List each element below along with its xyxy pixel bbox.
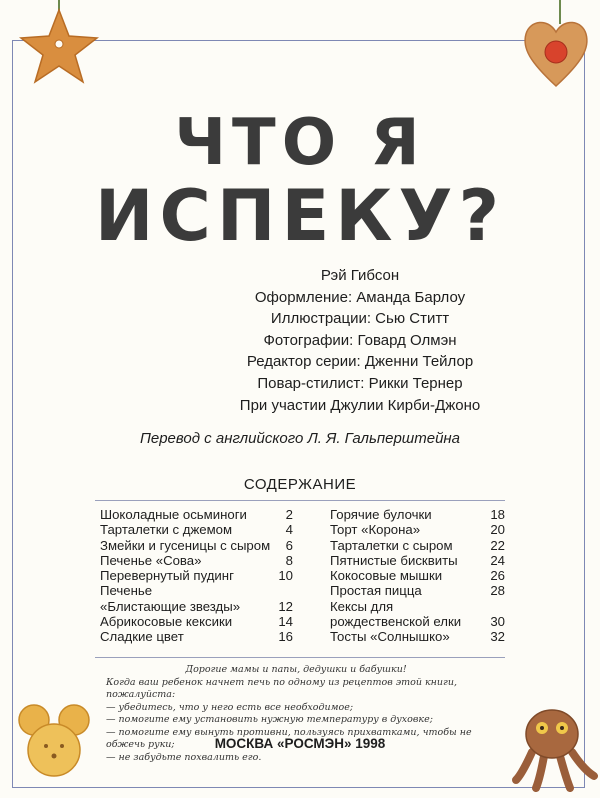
credit-design: Оформление: Аманда Барлоу xyxy=(254,288,466,306)
toc-left-column xyxy=(100,507,293,645)
contents-heading: СОДЕРЖАНИЕ xyxy=(243,476,357,493)
toc-entry-page: 32 xyxy=(490,629,505,645)
notice-line: Когда ваш ребенок начнет печь по одному из рецептов этой книги, пожалуйста: xyxy=(106,676,457,700)
toc-entry[interactable] xyxy=(100,553,293,568)
toc-entry-page: 24 xyxy=(490,552,505,568)
credit-illustrations: Иллюстрации: Сью Ститт xyxy=(270,310,450,328)
toc-entry[interactable] xyxy=(330,583,505,598)
toc-entry-title: «Блистающие звезды» xyxy=(100,598,241,614)
toc-entry-page: 28 xyxy=(490,583,505,599)
toc-entry-title: Тарталетки с сыром xyxy=(330,537,453,553)
toc-entry[interactable] xyxy=(100,568,293,583)
toc-entry-title: Кокосовые мышки xyxy=(330,568,443,584)
toc-entry-page: 6 xyxy=(285,537,293,553)
toc-entry[interactable] xyxy=(330,538,505,553)
toc-entry-page: 2 xyxy=(285,507,293,522)
publisher-imprint: МОСКВА «РОСМЭН» 1998 xyxy=(214,736,386,751)
contents-top-divider xyxy=(95,500,505,501)
toc-entry-title: Тосты «Солнышко» xyxy=(330,629,450,645)
toc-entry[interactable] xyxy=(100,599,293,614)
author: Рэй Гибсон xyxy=(320,267,400,284)
toc-entry-title: Печенье «Сова» xyxy=(100,552,202,568)
toc-entry[interactable] xyxy=(100,522,293,537)
toc-entry[interactable] xyxy=(330,629,505,644)
toc-entry[interactable] xyxy=(330,553,505,568)
toc-entry-page: 4 xyxy=(285,522,293,538)
toc-entry[interactable] xyxy=(100,629,293,644)
toc-entry-page: 30 xyxy=(490,614,505,630)
toc-entry-title: Тарталетки с джемом xyxy=(100,522,233,538)
toc-entry-title: Абрикосовые кексики xyxy=(100,614,233,630)
credits xyxy=(100,265,600,416)
star-cookie-icon xyxy=(14,0,104,100)
toc-entry-page: 22 xyxy=(490,537,505,553)
toc-entry-title: Шоколадные осьминоги xyxy=(100,507,247,522)
translator-credit: Перевод с английского Л. Я. Гальперштейна xyxy=(139,430,461,447)
toc-entry-page: 26 xyxy=(490,568,505,584)
toc-entry[interactable] xyxy=(100,538,293,553)
toc-entry[interactable] xyxy=(330,568,505,583)
notice-line: — убедитесь, что у него есть все необходимое; xyxy=(106,701,354,713)
toc-entry-page: 10 xyxy=(278,568,293,584)
toc-entry[interactable] xyxy=(330,507,505,522)
toc-entry-title: рождественской елки xyxy=(330,614,462,630)
toc-right-column xyxy=(330,507,505,645)
notice-title: Дорогие мамы и папы, дедушки и бабушки! xyxy=(185,664,407,675)
credit-series-editor: Редактор серии: Дженни Тейлор xyxy=(246,353,474,371)
toc-entry-page: 16 xyxy=(278,629,293,645)
toc-entry[interactable] xyxy=(330,522,505,537)
toc-entry-page: 8 xyxy=(285,552,293,568)
toc-entry-title: Печенье xyxy=(100,583,153,599)
toc-entry-page: 20 xyxy=(490,522,505,538)
toc-entry[interactable] xyxy=(330,599,505,614)
toc-entry[interactable] xyxy=(100,583,293,598)
title-line-1: ЧТО Я xyxy=(174,106,426,180)
toc-entry-title: Пятнистые бисквиты xyxy=(330,552,458,568)
credit-photos: Фотографии: Говард Олмэн xyxy=(263,331,457,349)
notice-line: — не забудьте похвалить его. xyxy=(106,751,262,763)
toc-entry-title: Простая пицца xyxy=(330,583,422,599)
toc-entry[interactable] xyxy=(100,614,293,629)
notice-line: — помогите ему установить нужную температуру в духовке; xyxy=(106,714,433,725)
credit-food-stylist: Повар-стилист: Рикки Тернер xyxy=(257,374,463,392)
toc-entry-title: Змейки и гусеницы с сыром xyxy=(100,537,271,553)
toc-entry-title: Сладкие цвет xyxy=(100,629,184,645)
toc-entry-title: Торт «Корона» xyxy=(330,522,421,538)
toc-entry-title: Горячие булочки xyxy=(330,507,432,522)
toc-entry-page: 12 xyxy=(278,598,293,614)
toc-entry-title: Перевернутый пудинг xyxy=(100,568,234,584)
title-line-2: ИСПЕКУ? xyxy=(94,175,506,257)
toc-entry[interactable] xyxy=(330,614,505,629)
toc-entry[interactable] xyxy=(100,507,293,522)
contents-bottom-divider xyxy=(95,657,505,658)
toc-entry-page: 14 xyxy=(278,614,293,630)
toc-entry-page: 18 xyxy=(490,507,505,522)
heart-cookie-icon xyxy=(518,0,594,92)
notice-line: — помогите ему вынуть противни, пользуясь прихватками, чтобы не обжечь руки; xyxy=(106,726,472,750)
credit-contributor: При участии Джулии Кирби-Джоно xyxy=(239,396,481,414)
toc-entry-title: Кексы для xyxy=(330,598,394,614)
